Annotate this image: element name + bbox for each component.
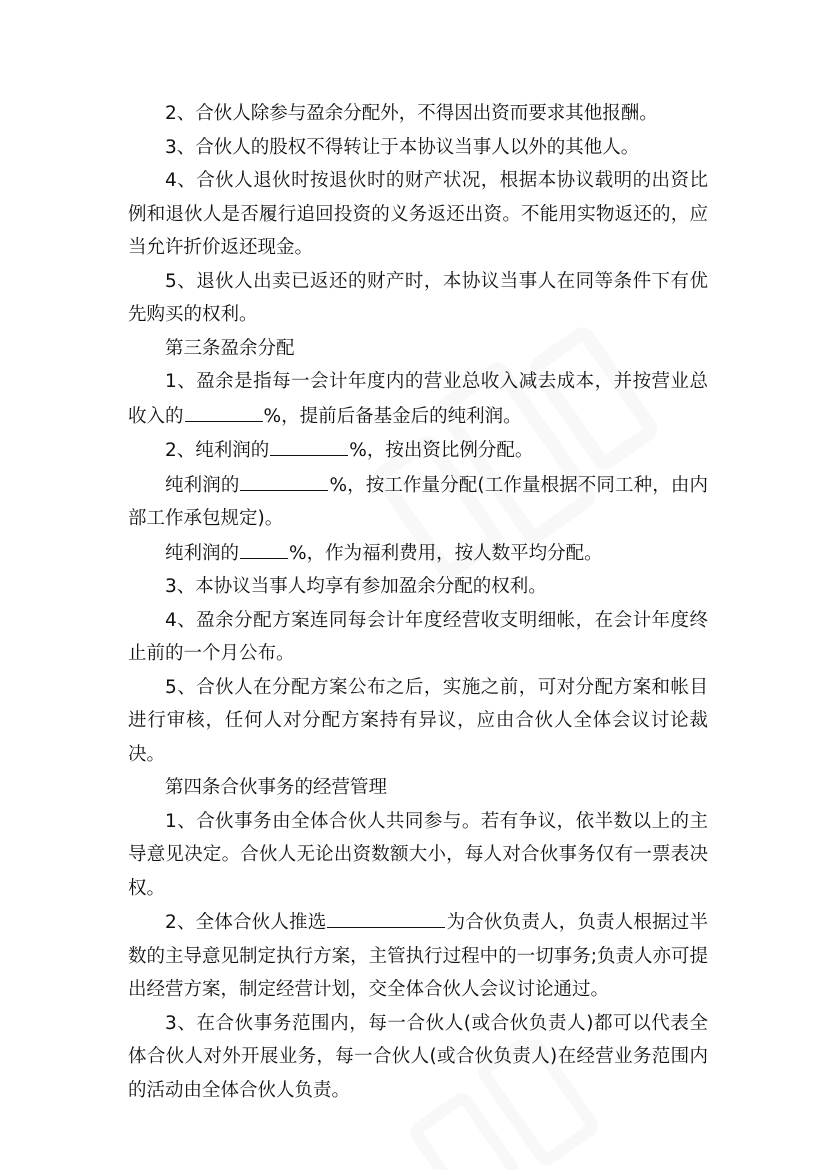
paragraph [128,97,708,131]
paragraph-text: 1、合伙事务由全体合伙人共同参与。若有争议，依半数以上的主导意见决定。合伙人无论出资数额大小，每人对合伙事务仅有一票表决权。 [128,810,708,899]
paragraph-text: 为合伙负责人，负责人根据过半数的主导意见制定执行方案，主管执行过程中的一切事务;负责人亦可提出经营方案，制定经营计划，交全体合伙人会议讨论通过。 [128,912,708,1000]
paragraph [128,905,708,1007]
paragraph [128,671,708,772]
paragraph [128,536,708,571]
paragraph-text: 5、退伙人出卖已返还的财产时，本协议当事人在同等条件下有优先购买的权利。 [128,270,708,325]
paragraph-text: 5、合伙人在分配方案公布之后，实施之前，可对分配方案和帐目进行审核，任何人对分配方案持有异议，应由合伙人全体会议讨论裁决。 [128,676,708,765]
document-body [128,97,708,1107]
paragraph [128,433,708,468]
paragraph [128,131,708,165]
paragraph-text: %，按工作量分配(工作量根据不同工种，由内部工作承包规定)。 [128,474,708,529]
paragraph-text: 第三条盈余分配 [165,337,295,359]
paragraph-text: 2、纯利润的 [165,440,270,461]
paragraph [128,1007,708,1108]
paragraph [128,265,708,332]
paragraph-text: 3、本协议当事人均享有参加盈余分配的权利。 [165,576,547,597]
fill-in-blank[interactable] [185,399,263,422]
paragraph-text: 3、合伙人的股权不得转让于本协议当事人以外的其他人。 [165,136,640,158]
section-heading [128,332,708,366]
paragraph-text: 纯利润的 [165,542,240,564]
paragraph-text: 4、合伙人退伙时按退伙时的财产状况，根据本协议载明的出资比例和退伙人是否履行追回投资的义务返还出资。不能用实物返还的，应当允许折价返还现金。 [128,170,708,258]
paragraph-text: 2、合伙人除参与盈余分配外，不得因出资而要求其他报酬。 [165,103,658,124]
fill-in-blank[interactable] [240,536,288,559]
paragraph [128,570,708,604]
fill-in-blank[interactable] [270,433,348,456]
paragraph-text: %，作为福利费用，按人数平均分配。 [289,542,603,564]
paragraph [128,468,708,536]
fill-in-blank[interactable] [327,905,445,928]
paragraph-text: 4、盈余分配方案连同每会计年度经营收支明细帐，在会计年度终止前的一个月公布。 [128,609,708,664]
paragraph-text: 2、全体合伙人推选 [165,912,327,933]
paragraph [128,365,708,433]
section-heading [128,771,708,805]
paragraph [128,805,708,906]
paragraph-text: 第四条合伙事务的经营管理 [165,777,388,798]
paragraph-text: 3、在合伙事务范围内，每一合伙人(或合伙负责人)都可以代表全体合伙人对外开展业务，每一合伙人(或合伙负责人)在经营业务范围内的活动由全体合伙人负责。 [128,1012,708,1101]
paragraph-text: %，提前后备基金后的纯利润。 [263,405,522,427]
fill-in-blank[interactable] [240,468,328,491]
paragraph-text: 纯利润的 [165,474,240,496]
paragraph-text: %，按出资比例分配。 [349,440,534,461]
paragraph [128,604,708,671]
paragraph-text: 1、盈余是指每一会计年度内的营业总收入减去成本，并按营业总收入的 [128,371,708,427]
paragraph [128,164,708,265]
